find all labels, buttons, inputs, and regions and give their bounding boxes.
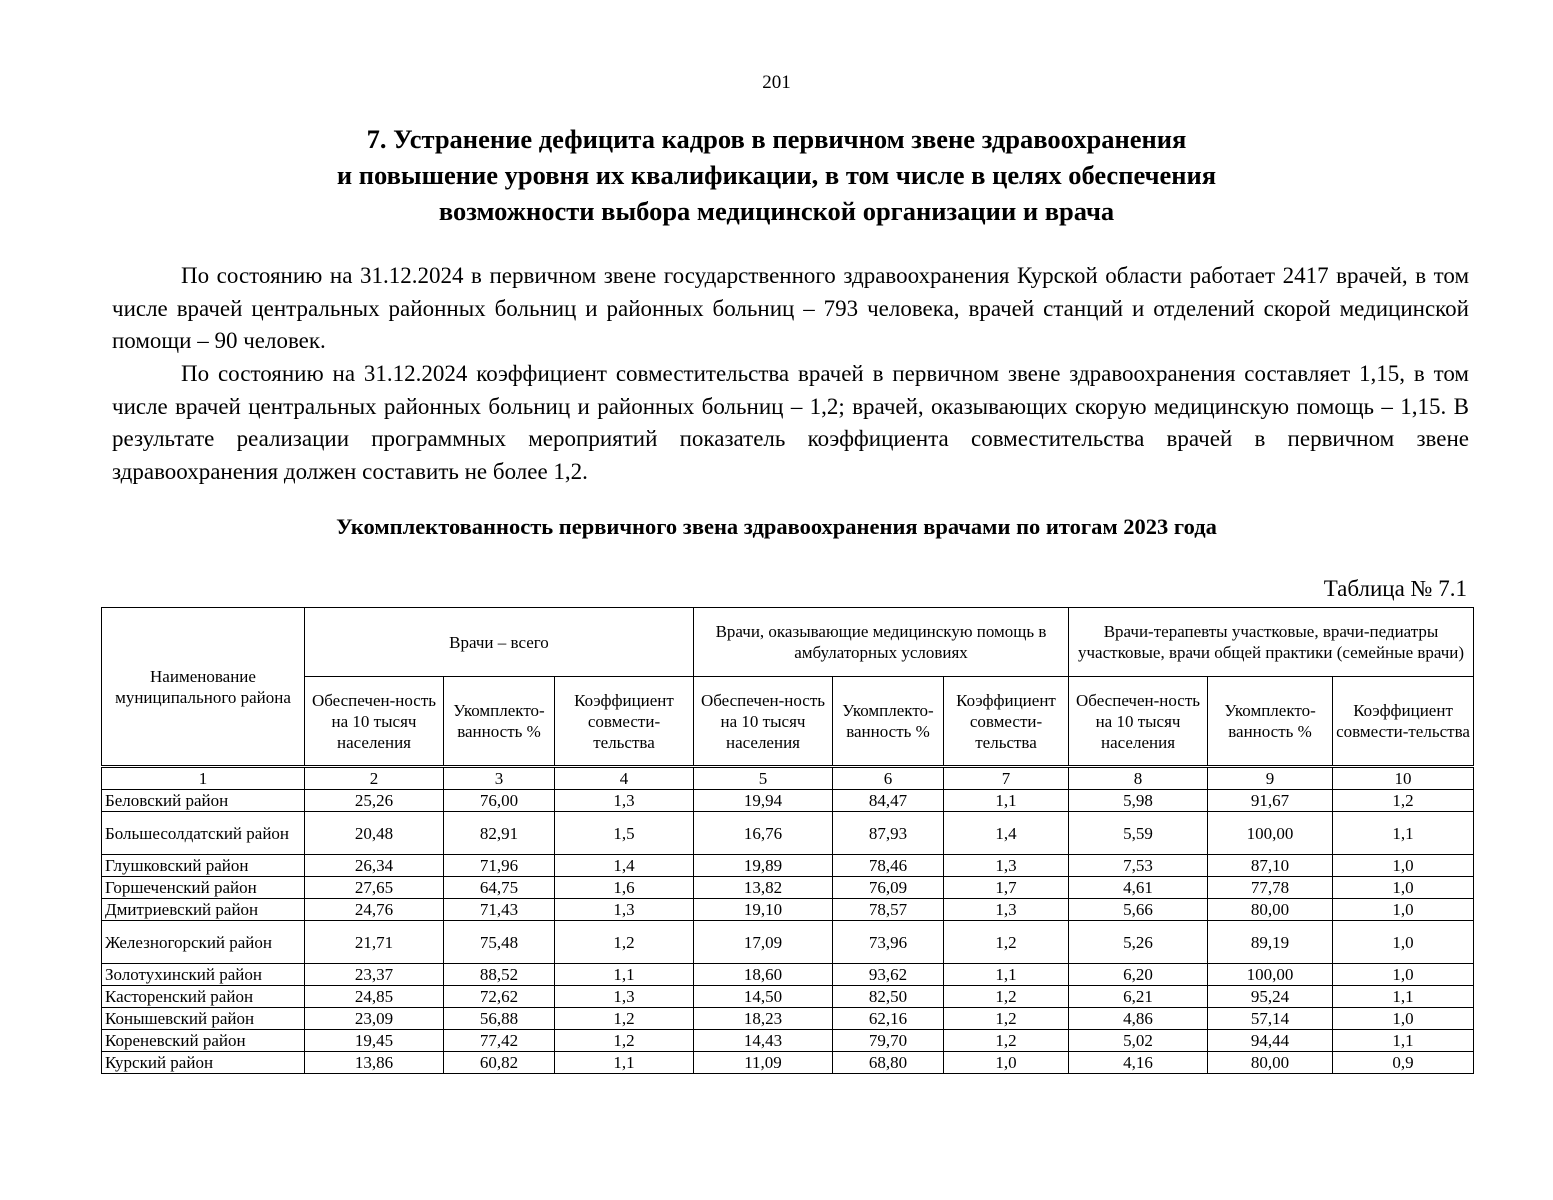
column-number: 2 (305, 767, 444, 790)
header-staffing-percent: Укомплекто-ванность % (1208, 677, 1333, 767)
table-cell: 87,10 (1208, 855, 1333, 877)
table-cell: 1,3 (555, 986, 694, 1008)
district-name-cell: Горшеченский район (102, 877, 305, 899)
table-cell: 91,67 (1208, 790, 1333, 812)
table-cell: 80,00 (1208, 1052, 1333, 1074)
header-part-time-coefficient: Коэффициент совмести-тельства (555, 677, 694, 767)
table-cell: 77,42 (444, 1030, 555, 1052)
table-row (102, 812, 1474, 855)
header-group-all-doctors: Врачи – всего (305, 608, 694, 677)
table-cell: 100,00 (1208, 812, 1333, 855)
table-cell: 19,45 (305, 1030, 444, 1052)
header-staffing-percent: Укомплекто-ванность % (833, 677, 944, 767)
table-cell: 71,43 (444, 899, 555, 921)
header-group-outpatient-doctors: Врачи, оказывающие медицинскую помощь в амбулаторных условиях (694, 608, 1069, 677)
table-cell: 1,0 (1333, 877, 1474, 899)
table-cell: 1,2 (555, 921, 694, 964)
table-cell: 79,70 (833, 1030, 944, 1052)
table-cell: 18,60 (694, 964, 833, 986)
table-cell: 1,0 (944, 1052, 1069, 1074)
district-name-cell: Дмитриевский район (102, 899, 305, 921)
table-cell: 5,59 (1069, 812, 1208, 855)
section-title (0, 121, 1553, 229)
table-cell: 1,0 (1333, 964, 1474, 986)
table-cell: 1,2 (1333, 790, 1474, 812)
table-cell: 80,00 (1208, 899, 1333, 921)
table-cell: 57,14 (1208, 1008, 1333, 1030)
table-cell: 21,71 (305, 921, 444, 964)
table-cell: 1,4 (944, 812, 1069, 855)
table-cell: 19,10 (694, 899, 833, 921)
section-title-line: 7. Устранение дефицита кадров в первичном звене здравоохранения (366, 124, 1187, 154)
table-cell: 24,85 (305, 986, 444, 1008)
table-group-header-row (102, 608, 1474, 677)
paragraph-coefficient: По состоянию на 31.12.2024 коэффициент совместительства врачей в первичном звене здравоохранения составляет 1,15, в том числе врачей центральных районных больниц и районных больниц – 1,2; врачей, оказывающих скорую медицинскую помощь – 1,15. В результате реализации программных мероприятий показатель коэффициента совместительства врачей в первичном звене здравоохранения должен составить не более 1,2. (112, 361, 1469, 484)
table-row (102, 921, 1474, 964)
district-name-cell: Кореневский район (102, 1030, 305, 1052)
column-number: 1 (102, 767, 305, 790)
table-cell: 1,4 (555, 855, 694, 877)
header-provision: Обеспечен-ность на 10 тысяч населения (1069, 677, 1208, 767)
district-name-cell: Беловский район (102, 790, 305, 812)
table-cell: 4,61 (1069, 877, 1208, 899)
table-cell: 1,1 (1333, 986, 1474, 1008)
table-cell: 14,50 (694, 986, 833, 1008)
table-cell: 1,5 (555, 812, 694, 855)
section-title-line: и повышение уровня их квалификации, в том числе в целях обеспечения (336, 160, 1217, 190)
column-number: 7 (944, 767, 1069, 790)
table-row (102, 1008, 1474, 1030)
table-cell: 20,48 (305, 812, 444, 855)
table-row (102, 986, 1474, 1008)
table-cell: 84,47 (833, 790, 944, 812)
table-cell: 27,65 (305, 877, 444, 899)
header-staffing-percent: Укомплекто-ванность % (444, 677, 555, 767)
table-cell: 100,00 (1208, 964, 1333, 986)
table-cell: 82,50 (833, 986, 944, 1008)
table-cell: 93,62 (833, 964, 944, 986)
table-cell: 89,19 (1208, 921, 1333, 964)
table-cell: 7,53 (1069, 855, 1208, 877)
table-cell: 1,3 (555, 790, 694, 812)
table-cell: 18,23 (694, 1008, 833, 1030)
table-cell: 1,1 (1333, 1030, 1474, 1052)
table-cell: 6,20 (1069, 964, 1208, 986)
table-row (102, 855, 1474, 877)
header-part-time-coefficient: Коэффициент совмести-тельства (1333, 677, 1474, 767)
table-cell: 23,09 (305, 1008, 444, 1030)
column-number: 3 (444, 767, 555, 790)
district-name-cell: Глушковский район (102, 855, 305, 877)
table-cell: 4,16 (1069, 1052, 1208, 1074)
table-cell: 76,00 (444, 790, 555, 812)
table-row (102, 1052, 1474, 1074)
table-cell: 26,34 (305, 855, 444, 877)
table-cell: 4,86 (1069, 1008, 1208, 1030)
table-cell: 1,3 (944, 855, 1069, 877)
table-cell: 62,16 (833, 1008, 944, 1030)
table-cell: 16,76 (694, 812, 833, 855)
header-part-time-coefficient: Коэффициент совмести-тельства (944, 677, 1069, 767)
district-name-cell: Золотухинский район (102, 964, 305, 986)
district-name-cell: Конышевский район (102, 1008, 305, 1030)
table-cell: 72,62 (444, 986, 555, 1008)
district-name-cell: Большесолдатский район (102, 812, 305, 855)
table-row (102, 899, 1474, 921)
table-cell: 1,2 (555, 1008, 694, 1030)
header-provision: Обеспечен-ность на 10 тысяч населения (694, 677, 833, 767)
table-cell: 1,0 (1333, 899, 1474, 921)
table-cell: 87,93 (833, 812, 944, 855)
header-group-district-therapists: Врачи-терапевты участковые, врачи-педиатры участковые, врачи общей практики (семейные врачи) (1069, 608, 1474, 677)
table-cell: 73,96 (833, 921, 944, 964)
table-cell: 5,26 (1069, 921, 1208, 964)
table-cell: 75,48 (444, 921, 555, 964)
table-number: Таблица № 7.1 (1323, 576, 1467, 601)
table-cell: 1,1 (944, 964, 1069, 986)
table-cell: 25,26 (305, 790, 444, 812)
district-name-cell: Курский район (102, 1052, 305, 1074)
table-cell: 6,21 (1069, 986, 1208, 1008)
table-cell: 76,09 (833, 877, 944, 899)
table-cell: 11,09 (694, 1052, 833, 1074)
table-cell: 94,44 (1208, 1030, 1333, 1052)
table-cell: 77,78 (1208, 877, 1333, 899)
table-row (102, 964, 1474, 986)
table-cell: 71,96 (444, 855, 555, 877)
header-municipal-district: Наименование муниципального района (102, 608, 305, 767)
table-cell: 78,57 (833, 899, 944, 921)
table-cell: 1,1 (1333, 812, 1474, 855)
table-cell: 82,91 (444, 812, 555, 855)
table-cell: 1,2 (555, 1030, 694, 1052)
table-heading: Укомплектованность первичного звена здравоохранения врачами по итогам 2023 года (336, 514, 1217, 539)
table-cell: 78,46 (833, 855, 944, 877)
table-cell: 5,66 (1069, 899, 1208, 921)
table-cell: 60,82 (444, 1052, 555, 1074)
table-cell: 1,3 (555, 899, 694, 921)
header-provision: Обеспечен-ность на 10 тысяч населения (305, 677, 444, 767)
column-number: 5 (694, 767, 833, 790)
paragraph-staffing: По состоянию на 31.12.2024 в первичном звене государственного здравоохранения Курской области работает 2417 врачей, в том числе врачей центральных районных больниц и районных больниц – 793 человека, врачей станций и отделений скорой медицинской помощи – 90 человек. (112, 263, 1469, 353)
table-cell: 14,43 (694, 1030, 833, 1052)
table-cell: 1,2 (944, 986, 1069, 1008)
table-cell: 88,52 (444, 964, 555, 986)
district-name-cell: Касторенский район (102, 986, 305, 1008)
table-cell: 95,24 (1208, 986, 1333, 1008)
column-number: 8 (1069, 767, 1208, 790)
table-cell: 1,0 (1333, 921, 1474, 964)
table-cell: 19,94 (694, 790, 833, 812)
table-cell: 64,75 (444, 877, 555, 899)
table-cell: 56,88 (444, 1008, 555, 1030)
table-cell: 13,82 (694, 877, 833, 899)
table-row (102, 1030, 1474, 1052)
table-cell: 1,1 (555, 964, 694, 986)
table-cell: 1,0 (1333, 1008, 1474, 1030)
table-cell: 1,0 (1333, 855, 1474, 877)
table-cell: 1,3 (944, 899, 1069, 921)
table-cell: 17,09 (694, 921, 833, 964)
staffing-table (101, 607, 1474, 1074)
table-row (102, 877, 1474, 899)
column-number: 10 (1333, 767, 1474, 790)
column-number: 6 (833, 767, 944, 790)
table-cell: 5,02 (1069, 1030, 1208, 1052)
table-cell: 24,76 (305, 899, 444, 921)
table-cell: 1,2 (944, 1008, 1069, 1030)
table-cell: 19,89 (694, 855, 833, 877)
district-name-cell: Железногорский район (102, 921, 305, 964)
table-cell: 0,9 (1333, 1052, 1474, 1074)
table-cell: 1,1 (555, 1052, 694, 1074)
table-cell: 1,2 (944, 1030, 1069, 1052)
page-number: 201 (762, 72, 791, 93)
table-cell: 1,1 (944, 790, 1069, 812)
table-cell: 13,86 (305, 1052, 444, 1074)
table-cell: 1,7 (944, 877, 1069, 899)
table-row (102, 790, 1474, 812)
table-cell: 1,6 (555, 877, 694, 899)
table-cell: 1,2 (944, 921, 1069, 964)
table-cell: 5,98 (1069, 790, 1208, 812)
column-number: 4 (555, 767, 694, 790)
column-number: 9 (1208, 767, 1333, 790)
section-title-line: возможности выбора медицинской организации и врача (438, 196, 1115, 226)
table-cell: 23,37 (305, 964, 444, 986)
table-cell: 68,80 (833, 1052, 944, 1074)
table-subheader-row (102, 677, 1474, 767)
column-number-row (102, 767, 1474, 790)
